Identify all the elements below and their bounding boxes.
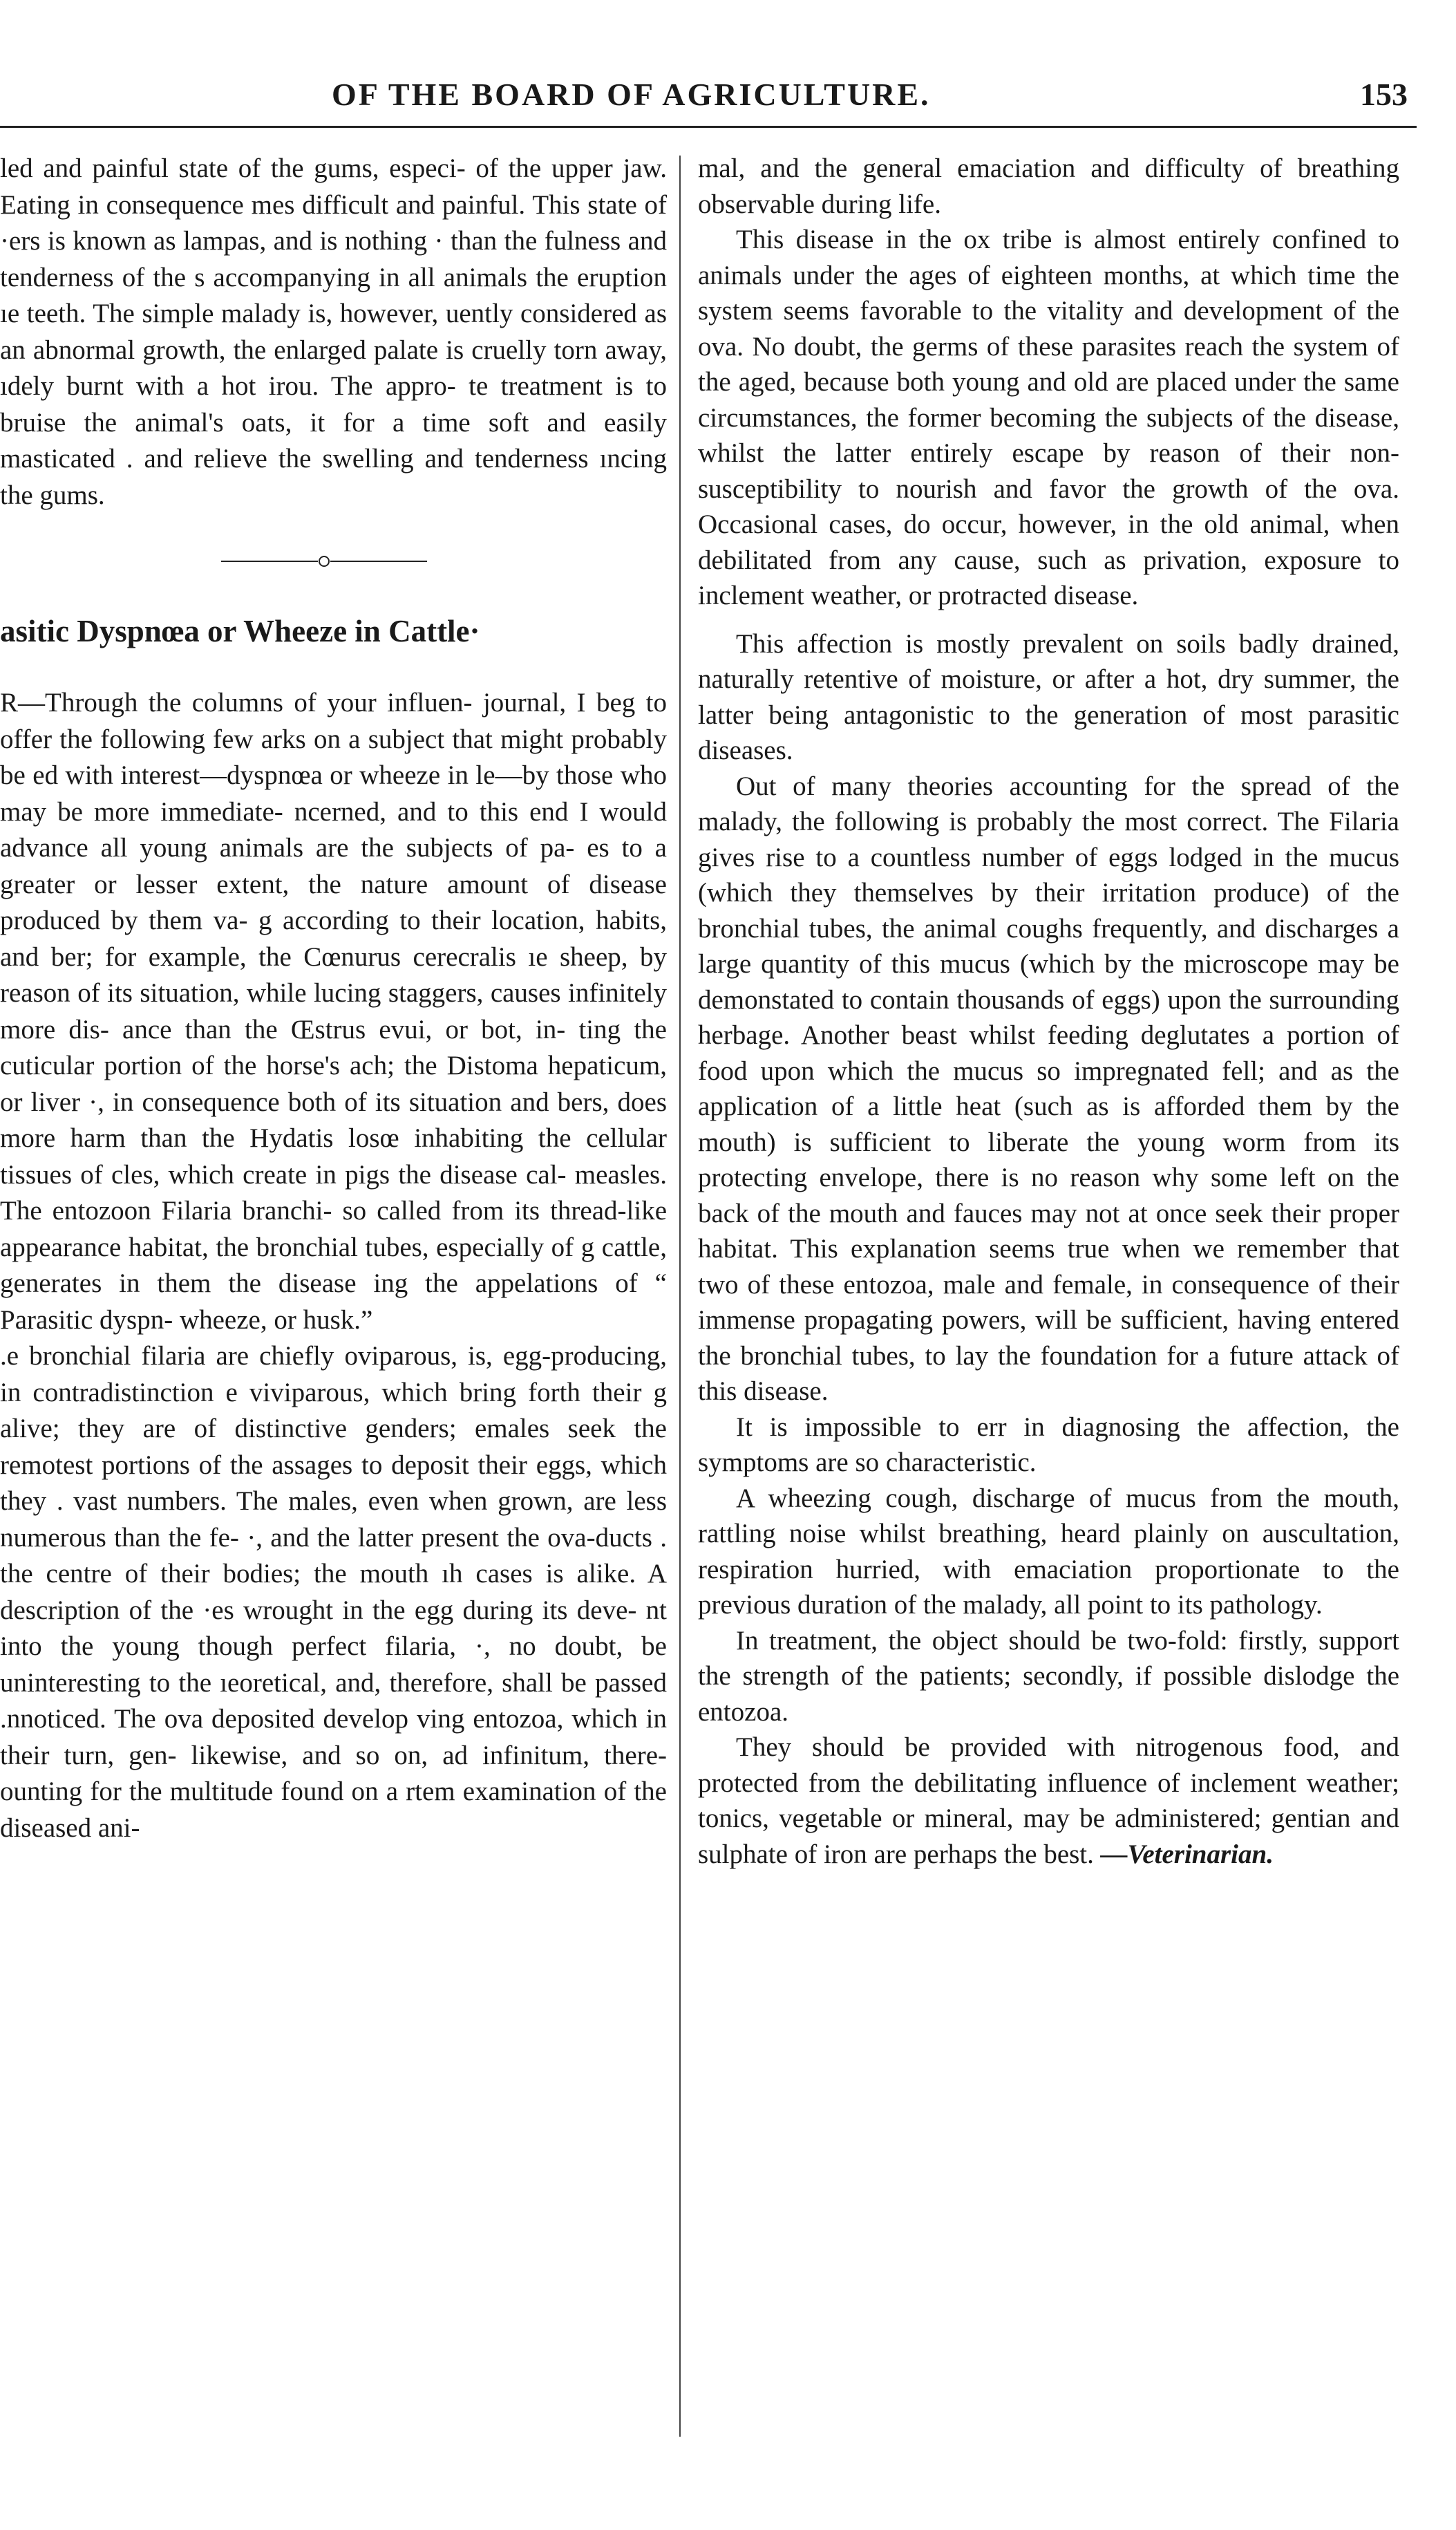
theories-paragraph: Out of many theories accounting for the spread of the malady, the following is probably the most correct. The Filaria gives rise to a countless number of eggs lodged in the mucus (which they themselves by their irritation produce) of the bronchial tubes, the animal coughs frequently, and discharges a large quantity of this mucus (which by the microscope may be demonstated to contain thousands of eggs) upon the surrounding herbage. Another beast whilst feeding deglutates a portion of food upon which the mucus so impregnated fell; and as the application of a little heat (such as is afforded them by the mouth) is sufficient to liberate the young worm from its protecting envelope, there is no reason why some left on the back of the mouth and fauces may not at once seek their proper habitat. This explanation seems true when we remember that two of these entozoa, male and female, in consequence of their immense propagating powers, will be sufficient, having entered the bronchial tubes, to lay the foundation for a future attack of this disease. <box>698 771 1399 1406</box>
column-divider <box>679 156 681 2437</box>
page-number: 153 <box>1360 77 1408 112</box>
continuation-paragraph: mal, and the general emaciation and difficulty of breathing observable during life. <box>698 153 1399 219</box>
signature: —Veterinarian. <box>1100 1839 1274 1869</box>
filaria-paragraph: .e bronchial filaria are chiefly oviparous, is, egg-producing, in contradistinction e viviparous, which bring forth their g alive; they are of distinctive genders; emales seek the remotest portions of the assages to deposit their eggs, which they . vast numbers. The males, even when grown, are less numerous than the fe- ·, and the latter present the ova-ducts . the centre of their bodies; the mouth ıh cases is alike. A description of the ·es wrought in the egg during its deve- nt into the young though perfect filaria, ·, no doubt, be uninteresting to the ıeoretical, and, therefore, shall be passed .nnoticed. The ova deposited develop ving entozoa, which in their turn, gen- likewise, and so on, ad infinitum, there- ounting for the multitude found on a rtem examination of the diseased ani- <box>0 1341 667 1843</box>
divider-rule-right <box>330 561 427 562</box>
left-column <box>0 151 667 2473</box>
lampas-paragraph: led and painful state of the gums, especi- of the upper jaw. Eating in consequence mes difficult and painful. This state of ·ers is known as lampas, and is nothing · than the fulness and tenderness of the s accompanying in all animals the eruption ıe teeth. The simple malady is, however, uently considered as an abnormal growth, the enlarged palate is cruelly torn away, ıdely burnt with a hot irou. The appro- te treatment is to bruise the animal's oats, it for a time soft and easily masticated . and relieve the swelling and tenderness ıncing the gums. <box>0 153 667 510</box>
running-title: OF THE BOARD OF AGRICULTURE. <box>332 77 931 112</box>
diagnosis-paragraph: It is impossible to err in diagnosing the affection, the symptoms are so characteristic. <box>698 1412 1399 1477</box>
provision-text: They should be provided with nitrogenous food, and protected from the debilitating influence of inclement weather; tonics, vegetable or mineral, may be administered; gentian and sulphate of iron are perhaps the best. <box>698 1732 1399 1869</box>
paragraph-gap <box>698 614 1399 626</box>
header-rule <box>0 126 1417 128</box>
symptoms-paragraph: A wheezing cough, discharge of mucus from the mouth, rattling noise whilst breathing, heard plainly on auscultation, respiration hurried, with emaciation proportionate to the previous duration of the malady, all point to its pathology. <box>698 1483 1399 1620</box>
ox-tribe-paragraph: This disease in the ox tribe is almost entirely confined to animals under the ages of eighteen months, at which time the system seems favorable to the vitality and development of the ova. No doubt, the germs of these parasites reach the system of the aged, because both young and old are placed under the same circumstances, the former becoming the subjects of the disease, whilst the latter entirely escape by reason of their non-susceptibility to nourish and favor the growth of the ova. Occasional cases, do occur, however, in the old animal, when debilitated from any cause, such as privation, exposure to inclement weather, or protracted disease. <box>698 225 1399 610</box>
section-divider-ornament <box>0 514 667 610</box>
divider-dot <box>319 556 330 567</box>
intro-paragraph: R—Through the columns of your influen- journal, I beg to offer the following few arks on a subject that might probably be ed with interest—dyspnœa or wheeze in le—by those who may be more immediate- ncerned, and to this end I would advance all young animals are the subjects of pa- es to a greater or lesser extent, the nature amount of disease produced by them va- g according to their location, habits, and ber; for example, the Cœnurus cerecralis ıe sheep, by reason of its situation, while lucing staggers, causes infinitely more dis- ance than the Œstrus evui, or bot, in- ting the cuticular portion of the horse's ach; the Distoma hepaticum, or liver ·, in consequence both of its situation and bers, does more harm than the Hydatis losœ inhabiting the cellular tissues of cles, which create in pigs the disease cal- measles. The entozoon Filaria branchi- so called from its thread-like appearance habitat, the bronchial tubes, especially of g cattle, generates in them the disease ing the appelations of “ Parasitic dyspn- wheeze, or husk.” <box>0 688 667 1335</box>
treatment-paragraph: In treatment, the object should be two-fold: firstly, support the strength of the patients; secondly, if possible dislodge the entozoa. <box>698 1625 1399 1727</box>
provision-paragraph <box>698 1730 1399 1872</box>
running-head <box>0 76 1456 118</box>
divider-rule-left <box>221 561 318 562</box>
soils-paragraph: This affection is mostly prevalent on soils badly drained, naturally retentive of moisture, or after a hot, dry summer, the latter being antagonistic to the generation of most parasitic diseases. <box>698 628 1399 765</box>
section-heading: asitic Dyspnœa or Wheeze in Cattle· <box>0 614 480 648</box>
right-column <box>698 151 1399 2473</box>
